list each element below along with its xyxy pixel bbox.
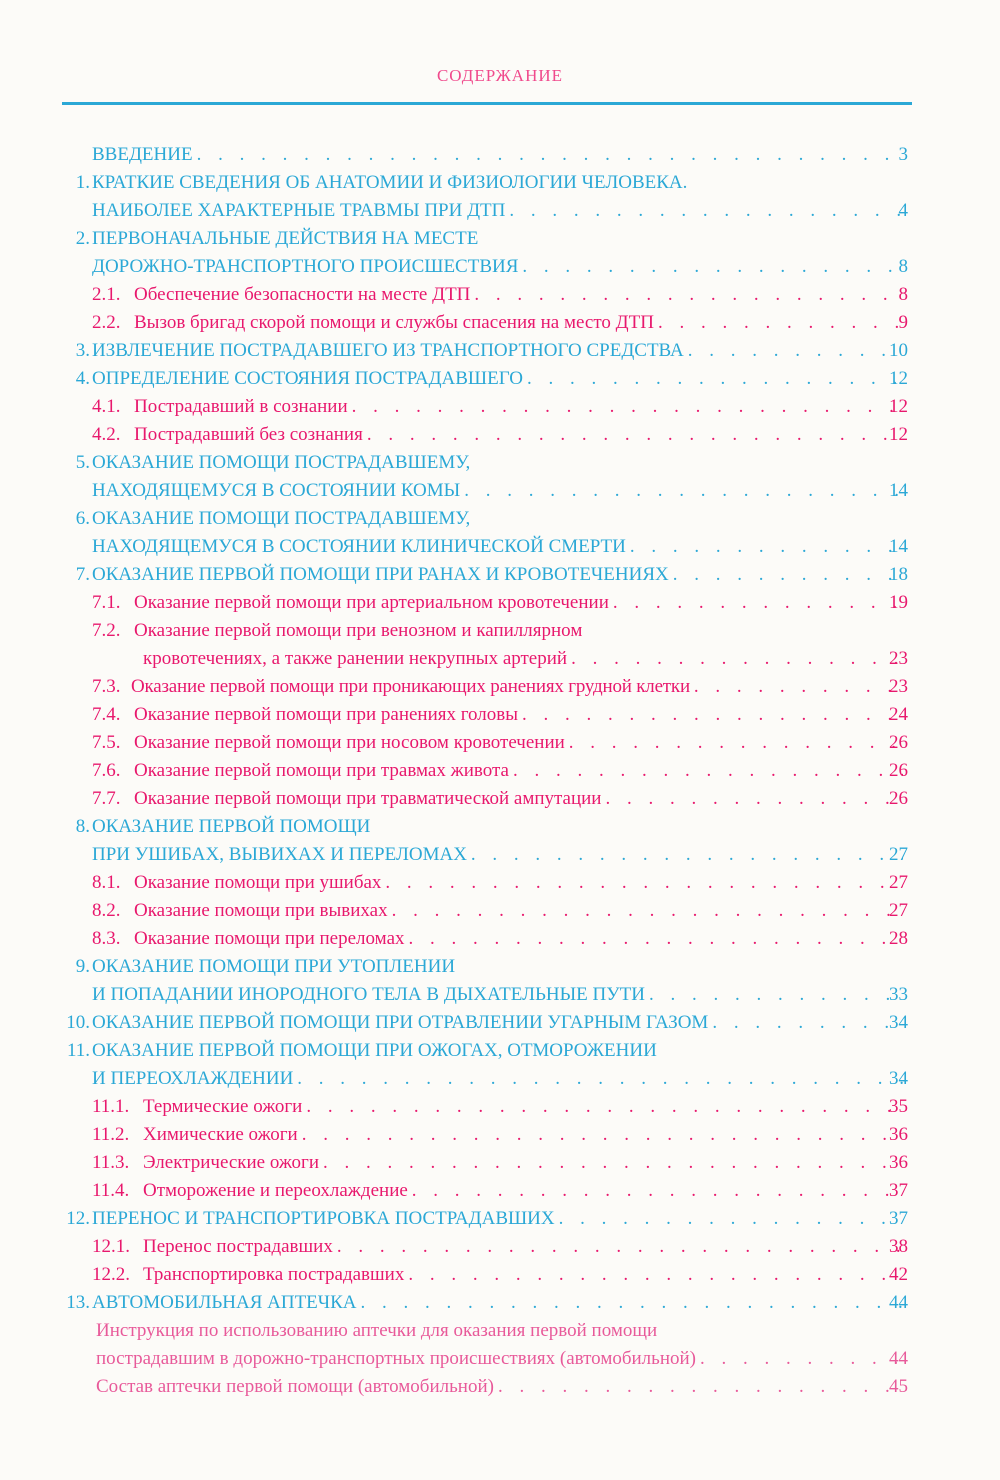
- toc-entry-ch8-line1[interactable]: [0, 813, 1000, 841]
- toc-entry-number: 4.1.: [92, 396, 121, 417]
- toc-page-number: 9: [898, 312, 908, 333]
- toc-entry-number: 7.7.: [92, 788, 121, 809]
- title-underline: [62, 102, 912, 105]
- toc-entry-s7-1[interactable]: [0, 589, 1000, 617]
- toc-entry-label: Инструкция по использованию аптечки для оказания первой помощи: [96, 1320, 658, 1341]
- toc-page-number: 36: [889, 1124, 908, 1145]
- toc-page-number: 12: [889, 424, 908, 445]
- toc-entry-number: 1.: [75, 172, 90, 193]
- toc-entry-number: 5.: [75, 452, 90, 473]
- toc-entry-number: 8.1.: [92, 872, 121, 893]
- toc-entry-label: Оказание первой помощи при проникающих ранениях грудной клетки: [131, 676, 690, 697]
- toc-entry-s11-1[interactable]: [0, 1093, 1000, 1121]
- toc-entry-number: 2.2.: [92, 312, 121, 333]
- toc-page-number: 37: [889, 1208, 908, 1229]
- toc-entry-number: 7.4.: [92, 704, 121, 725]
- toc-entry-s2-2[interactable]: [0, 309, 1000, 337]
- toc-entry-label: Оказание первой помощи при травмах живота: [134, 760, 509, 781]
- toc-entry-number: 11.4.: [92, 1180, 130, 1201]
- toc-entry-s11-4[interactable]: [0, 1177, 1000, 1205]
- toc-entry-label: НАИБОЛЕЕ ХАРАКТЕРНЫЕ ТРАВМЫ ПРИ ДТП: [92, 200, 506, 221]
- toc-entry-label: НАХОДЯЩЕМУСЯ В СОСТОЯНИИ КОМЫ: [92, 480, 461, 501]
- toc-entry-number: 7.5.: [92, 732, 121, 753]
- toc-entry-number: 11.3.: [92, 1152, 130, 1173]
- toc-entry-ch4[interactable]: [0, 365, 1000, 393]
- toc-page-number: 42: [889, 1264, 908, 1285]
- toc-page-number: 37: [889, 1180, 908, 1201]
- toc-page-number: 26: [889, 760, 908, 781]
- toc-entry-label: ОКАЗАНИЕ ПЕРВОЙ ПОМОЩИ ПРИ ОЖОГАХ, ОТМОРОЖЕНИИ: [92, 1040, 657, 1061]
- toc-page-number: 12: [889, 396, 908, 417]
- toc-entry-label: ДОРОЖНО-ТРАНСПОРТНОГО ПРОИСШЕСТВИЯ: [92, 256, 519, 277]
- toc-entry-number: 8.: [75, 816, 90, 837]
- toc-entry-label: ОКАЗАНИЕ ПЕРВОЙ ПОМОЩИ ПРИ РАНАХ И КРОВОТЕЧЕНИЯХ: [92, 564, 669, 585]
- toc-entry-label: Состав аптечки первой помощи (автомобильной): [96, 1376, 494, 1397]
- toc-page-number: 26: [889, 788, 908, 809]
- toc-entry-number: 6.: [75, 508, 90, 529]
- toc-entry-s4-2[interactable]: [0, 421, 1000, 449]
- toc-entry-number: 13.: [66, 1292, 90, 1313]
- toc-entry-label: Пострадавший без сознания: [134, 424, 363, 445]
- toc-entry-appendix-contents[interactable]: [0, 1373, 1000, 1401]
- toc-entry-s8-3[interactable]: [0, 925, 1000, 953]
- toc-page-number: 33: [889, 984, 908, 1005]
- toc-entry-ch5-line2[interactable]: [0, 477, 1000, 505]
- toc-entry-number: 7.1.: [92, 592, 121, 613]
- toc-entry-label: Оказание первой помощи при носовом кровотечении: [134, 732, 565, 753]
- toc-entry-number: 11.: [66, 1040, 90, 1061]
- toc-entry-number: 11.1.: [92, 1096, 130, 1117]
- toc-page-number: 35: [889, 1096, 908, 1117]
- toc-entry-label: ИЗВЛЕЧЕНИЕ ПОСТРАДАВШЕГО ИЗ ТРАНСПОРТНОГО СРЕДСТВА: [92, 340, 684, 361]
- toc-entry-label: ПЕРЕНОС И ТРАНСПОРТИРОВКА ПОСТРАДАВШИХ: [92, 1208, 555, 1229]
- toc-page-number: 45: [889, 1376, 908, 1397]
- toc-entry-s4-1[interactable]: [0, 393, 1000, 421]
- toc-page-number: 38: [889, 1236, 908, 1257]
- toc-entry-label: ОКАЗАНИЕ ПОМОЩИ ПОСТРАДАВШЕМУ,: [92, 508, 471, 529]
- toc-entry-number: 8.2.: [92, 900, 121, 921]
- toc-entry-label: Отморожение и переохлаждение: [143, 1180, 408, 1201]
- toc-page-number: 26: [889, 732, 908, 753]
- toc-page-number: 12: [889, 368, 908, 389]
- toc-entry-label: ОКАЗАНИЕ ПЕРВОЙ ПОМОЩИ ПРИ ОТРАВЛЕНИИ УГАРНЫМ ГАЗОМ: [92, 1012, 709, 1033]
- toc-entry-number: 3.: [75, 340, 90, 361]
- toc-page-number: 34: [889, 1068, 908, 1089]
- toc-entry-s7-2-line1[interactable]: [0, 617, 1000, 645]
- toc-entry-label: КРАТКИЕ СВЕДЕНИЯ ОБ АНАТОМИИ И ФИЗИОЛОГИИ ЧЕЛОВЕКА.: [92, 172, 688, 193]
- toc-entry-ch2-line1[interactable]: [0, 225, 1000, 253]
- toc-entry-s7-7[interactable]: [0, 785, 1000, 813]
- toc-page-number: 18: [889, 564, 908, 585]
- toc-entry-label: Оказание первой помощи при венозном и капиллярном: [134, 620, 583, 641]
- toc-entry-label: ВВЕДЕНИЕ: [92, 144, 193, 165]
- toc-entry-s12-2[interactable]: [0, 1261, 1000, 1289]
- toc-page-number: 44: [889, 1348, 908, 1369]
- toc-entry-label: ПРИ УШИБАХ, ВЫВИХАХ И ПЕРЕЛОМАХ: [92, 844, 467, 865]
- toc-entry-ch3[interactable]: [0, 337, 1000, 365]
- toc-page-number: 8: [898, 284, 908, 305]
- toc-entry-intro[interactable]: [0, 141, 1000, 169]
- toc-entry-label: Оказание первой помощи при артериальном кровотечении: [134, 592, 609, 613]
- toc-entry-s7-3[interactable]: [0, 673, 1000, 701]
- toc-entry-s7-2-line2[interactable]: [0, 645, 1000, 673]
- toc-page-number: 14: [889, 480, 908, 501]
- toc-entry-number: 12.2.: [92, 1264, 130, 1285]
- toc-entry-number: 4.2.: [92, 424, 121, 445]
- toc-entry-label: Термические ожоги: [143, 1096, 303, 1117]
- toc-entry-label: Перенос пострадавших: [143, 1236, 333, 1257]
- toc-entry-ch7[interactable]: [0, 561, 1000, 589]
- toc-entry-ch11-line2[interactable]: [0, 1065, 1000, 1093]
- toc-entry-ch1-line1[interactable]: [0, 169, 1000, 197]
- toc-entry-number: 7.3.: [92, 676, 121, 697]
- toc-page-number: 8: [898, 256, 908, 277]
- toc-entry-label: Оказание первой помощи при ранениях головы: [134, 704, 519, 725]
- toc-entry-label: Транспортировка пострадавших: [143, 1264, 405, 1285]
- toc-page-number: 14: [889, 536, 908, 557]
- toc-entry-label: Оказание помощи при вывихах: [134, 900, 388, 921]
- toc-entry-label: Оказание помощи при ушибах: [134, 872, 382, 893]
- toc-page-number: 34: [889, 1012, 908, 1033]
- toc-page-number: 27: [889, 872, 908, 893]
- toc-entry-ch13[interactable]: [0, 1289, 1000, 1317]
- toc-entry-label: Обеспечение безопасности на месте ДТП: [134, 284, 471, 305]
- toc-entry-number: 9.: [75, 956, 90, 977]
- toc-entry-number: 7.2.: [92, 620, 121, 641]
- toc-entry-s11-3[interactable]: [0, 1149, 1000, 1177]
- toc-page-number: 3: [898, 144, 908, 165]
- toc-page-number: 36: [889, 1152, 908, 1173]
- toc-page-number: 4: [898, 200, 908, 221]
- toc-entry-s12-1[interactable]: [0, 1233, 1000, 1261]
- toc-entry-ch6-line2[interactable]: [0, 533, 1000, 561]
- toc-entry-label: ОКАЗАНИЕ ПЕРВОЙ ПОМОЩИ: [92, 816, 371, 837]
- toc-entry-ch5-line1[interactable]: [0, 449, 1000, 477]
- toc-entry-ch2-line2[interactable]: [0, 253, 1000, 281]
- toc-entry-label: АВТОМОБИЛЬНАЯ АПТЕЧКА: [92, 1292, 357, 1313]
- toc-page-number: 24: [889, 704, 908, 725]
- toc-entry-ch9-line2[interactable]: [0, 981, 1000, 1009]
- toc-entry-label: Пострадавший в сознании: [134, 396, 348, 417]
- toc-page-number: 44: [889, 1292, 908, 1313]
- toc-entry-number: 12.1.: [92, 1236, 130, 1257]
- toc-entry-label: ОКАЗАНИЕ ПОМОЩИ ПРИ УТОПЛЕНИИ: [92, 956, 456, 977]
- toc-page-number: 28: [889, 928, 908, 949]
- toc-entry-s8-1[interactable]: [0, 869, 1000, 897]
- toc-page-number: 10: [889, 340, 908, 361]
- toc-entry-label: ПЕРВОНАЧАЛЬНЫЕ ДЕЙСТВИЯ НА МЕСТЕ: [92, 228, 479, 249]
- toc-entry-s8-2[interactable]: [0, 897, 1000, 925]
- toc-entry-label: ОПРЕДЕЛЕНИЕ СОСТОЯНИЯ ПОСТРАДАВШЕГО: [92, 368, 523, 389]
- toc-page-number: 27: [889, 844, 908, 865]
- toc-entry-number: 7.: [75, 564, 90, 585]
- toc-entry-ch9-line1[interactable]: [0, 953, 1000, 981]
- toc-entry-appendix-instruction-line2[interactable]: [0, 1345, 1000, 1373]
- toc-entry-number: 10.: [66, 1012, 90, 1033]
- table-of-contents: [0, 141, 1000, 1401]
- page-title: СОДЕРЖАНИЕ: [436, 66, 564, 85]
- toc-entry-s11-2[interactable]: [0, 1121, 1000, 1149]
- toc-entry-s2-1[interactable]: [0, 281, 1000, 309]
- toc-entry-number: 12.: [66, 1208, 90, 1229]
- toc-entry-number: 7.6.: [92, 760, 121, 781]
- toc-entry-number: 11.2.: [92, 1124, 130, 1145]
- toc-entry-ch6-line1[interactable]: [0, 505, 1000, 533]
- toc-entry-label: Химические ожоги: [143, 1124, 298, 1145]
- toc-entry-s7-5[interactable]: [0, 729, 1000, 757]
- toc-entry-label: Оказание первой помощи при травматической ампутации: [134, 788, 602, 809]
- toc-page-number: 23: [889, 648, 908, 669]
- toc-entry-ch1-line2[interactable]: [0, 197, 1000, 225]
- toc-entry-ch12[interactable]: [0, 1205, 1000, 1233]
- toc-page-number: 23: [889, 676, 908, 697]
- toc-entry-label: пострадавшим в дорожно-транспортных происшествиях (автомобильной): [96, 1348, 696, 1369]
- toc-entry-label: Оказание помощи при переломах: [134, 928, 405, 949]
- toc-entry-label: кровотечениях, а также ранении некрупных артерий: [143, 648, 568, 669]
- toc-entry-s7-6[interactable]: [0, 757, 1000, 785]
- toc-entry-ch10[interactable]: [0, 1009, 1000, 1037]
- toc-entry-label: ОКАЗАНИЕ ПОМОЩИ ПОСТРАДАВШЕМУ,: [92, 452, 471, 473]
- toc-entry-label: И ПОПАДАНИИ ИНОРОДНОГО ТЕЛА В ДЫХАТЕЛЬНЫЕ ПУТИ: [92, 984, 646, 1005]
- toc-entry-number: 8.3.: [92, 928, 121, 949]
- toc-page-number: 19: [889, 592, 908, 613]
- toc-entry-appendix-instruction-line1[interactable]: [0, 1317, 1000, 1345]
- toc-entry-number: 4.: [75, 368, 90, 389]
- toc-entry-ch8-line2[interactable]: [0, 841, 1000, 869]
- toc-entry-label: Вызов бригад скорой помощи и службы спасения на место ДТП: [134, 312, 654, 333]
- toc-entry-label: НАХОДЯЩЕМУСЯ В СОСТОЯНИИ КЛИНИЧЕСКОЙ СМЕРТИ: [92, 536, 626, 557]
- toc-entry-label: И ПЕРЕОХЛАЖДЕНИИ: [92, 1068, 294, 1089]
- toc-entry-number: 2.1.: [92, 284, 121, 305]
- toc-page-number: 27: [889, 900, 908, 921]
- toc-entry-s7-4[interactable]: [0, 701, 1000, 729]
- toc-entry-number: 2.: [75, 228, 90, 249]
- toc-entry-ch11-line1[interactable]: [0, 1037, 1000, 1065]
- toc-entry-label: Электрические ожоги: [143, 1152, 320, 1173]
